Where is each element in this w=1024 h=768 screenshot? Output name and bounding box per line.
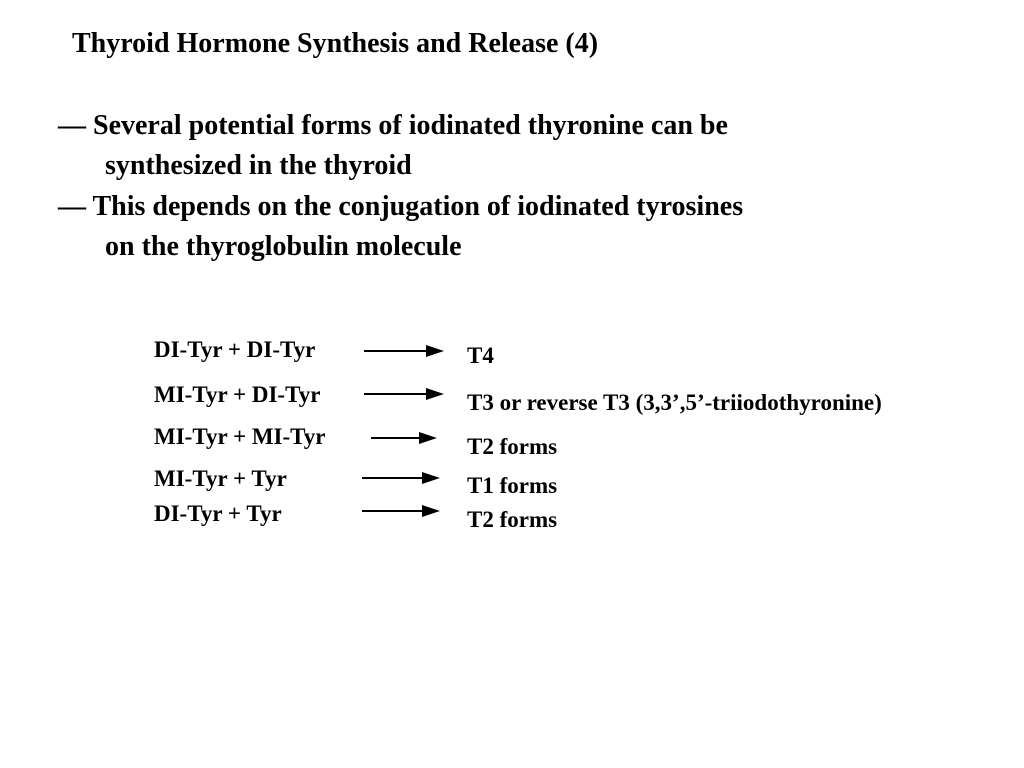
right-arrow-icon [362, 472, 440, 484]
reaction-product: T1 forms [467, 473, 558, 498]
reaction-reactants: DI-Tyr + DI-Tyr [154, 337, 316, 362]
reaction-reactants: MI-Tyr + MI-Tyr [154, 424, 326, 449]
reaction-reactants: MI-Tyr + DI-Tyr [154, 382, 321, 407]
bullet-text-line2: synthesized in the thyroid [105, 150, 412, 181]
right-arrow-icon [364, 345, 444, 357]
bullet-dash: — [58, 110, 86, 141]
bullet-text-line1: This depends on the conjugation of iodinated tyrosines [92, 191, 744, 222]
reaction-product: T2 forms [467, 507, 558, 532]
bullet-item [58, 106, 728, 186]
right-arrow-icon [371, 432, 437, 444]
bullet-text-line2: on the thyroglobulin molecule [105, 231, 462, 262]
right-arrow-icon [364, 388, 444, 400]
reaction-product: T2 forms [467, 434, 558, 459]
reaction-product: T3 or reverse T3 (3,3’,5’-triiodothyronine) [467, 390, 882, 415]
bullet-text-line1: Several potential forms of iodinated thyronine can be [93, 110, 728, 141]
right-arrow-icon [362, 505, 440, 517]
bullet-dash: — [58, 191, 86, 222]
reaction-product: T4 [467, 343, 494, 368]
reaction-reactants: DI-Tyr + Tyr [154, 501, 282, 526]
reaction-reactants: MI-Tyr + Tyr [154, 466, 287, 491]
slide-title: Thyroid Hormone Synthesis and Release (4) [72, 28, 599, 59]
bullet-item [58, 187, 743, 267]
